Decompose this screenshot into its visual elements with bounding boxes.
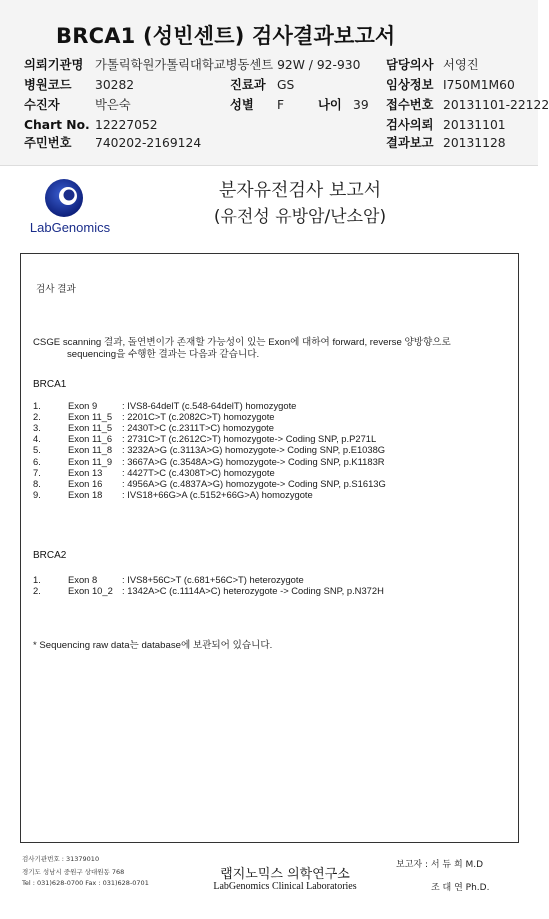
- doctor-label: 담당의사: [386, 58, 434, 72]
- age-label: 나이: [318, 98, 342, 112]
- info-row-chart: [0, 116, 538, 134]
- lab-name-english: LabGenomics Clinical Laboratories: [213, 881, 357, 892]
- department-label: 진료과: [230, 78, 266, 92]
- variant-number: 7.: [33, 466, 41, 478]
- variant-exon: Exon 11_6: [68, 433, 113, 445]
- variant-description: : IVS8+56C>T (c.681+56C>T) heterozygote: [122, 574, 304, 585]
- variant-exon: Exon 11_5: [68, 411, 113, 423]
- resident-no-value: 740202-2169124: [95, 136, 202, 150]
- reporter-signature: 보고자 : 서 듀 희 M.D: [396, 860, 484, 870]
- variant-description: : 2430T>C (c.2311T>C) homozygote: [122, 422, 274, 434]
- variant-description: : IVS18+66G>A (c.5152+66G>A) homozygote: [122, 488, 313, 500]
- variant-exon: Exon 11_8: [68, 444, 113, 456]
- variant-number: 1.: [33, 400, 41, 411]
- variant-description: : 3232A>G (c.3113A>G) homozygote-> Coding SNP, p.E1038G: [122, 444, 386, 456]
- lab-phone-fax: Tel : 031)628-0700 Fax : 031)628-0701: [22, 879, 149, 887]
- variant-description: : 4956A>G (c.4837A>G) homozygote-> Coding SNP, p.S1613G: [122, 477, 386, 489]
- report-title: 분자유전검사 보고서: [218, 180, 382, 201]
- variant-exon: Exon 11_5: [68, 422, 113, 434]
- brca1-label: BRCA1: [33, 379, 67, 390]
- labgenomics-emblem-icon: [22, 176, 118, 220]
- test-request-label: 검사의뢰: [386, 118, 434, 132]
- chart-no-value: 12227052: [95, 118, 158, 132]
- receipt-no-label: 접수번호: [386, 98, 434, 112]
- variant-number: 6.: [33, 455, 41, 467]
- doctor-value: 서영진: [443, 58, 479, 72]
- lab-address: 경기도 성남시 중원구 상대원동 768: [22, 868, 125, 876]
- variant-number: 9.: [33, 488, 41, 500]
- variant-description: : IVS8-64delT (c.548-64delT) homozygote: [122, 400, 297, 411]
- intro-line-2: sequencing을 수행한 결과는 다음과 같습니다.: [67, 349, 260, 360]
- variant-number: 5.: [33, 444, 41, 456]
- examinee-label: 수진자: [24, 98, 60, 112]
- labgenomics-logo: [22, 176, 118, 242]
- variant-description: : 1342A>C (c.1114A>C) heterozygote -> Coding SNP, p.N372H: [122, 585, 384, 597]
- variant-number: 2.: [33, 411, 41, 423]
- clinical-info-label: 임상정보: [386, 78, 434, 92]
- lab-name-korean: 랩지노믹스 의학연구소: [220, 867, 350, 882]
- clinical-info-value: I750M1M60: [443, 78, 515, 92]
- variant-description: : 3667A>G (c.3548A>G) homozygote-> Coding SNP, p.K1183R: [122, 455, 385, 467]
- hospital-code-label: 병원코드: [24, 78, 72, 92]
- department-value: GS: [277, 78, 295, 92]
- variant-number: 1.: [33, 574, 41, 585]
- result-report-value: 20131128: [443, 136, 506, 150]
- chart-no-label: Chart No.: [24, 118, 90, 132]
- variant-exon: Exon 11_9: [68, 455, 113, 467]
- info-row-hospital: [0, 76, 538, 94]
- requester-label: 의뢰기관명: [24, 58, 84, 72]
- variant-exon: Exon 10_2: [68, 585, 113, 597]
- page-title: BRCA1 (성빈센트) 검사결과보고서: [56, 24, 396, 48]
- variant-exon: Exon 8: [68, 574, 98, 585]
- brca2-variant-row: [21, 585, 518, 597]
- variant-exon: Exon 13: [68, 466, 103, 478]
- result-box: [20, 253, 519, 843]
- age-value: 39: [353, 98, 369, 112]
- variant-description: : 2731C>T (c.2612C>T) homozygote-> Coding SNP, p.P271L: [122, 433, 377, 445]
- report-header-panel: [0, 0, 549, 165]
- hospital-code-value: 30282: [95, 78, 135, 92]
- result-report-label: 결과보고: [386, 136, 434, 150]
- raw-data-note: * Sequencing raw data는 database에 보관되어 있습니다.: [33, 640, 273, 651]
- variant-description: : 2201C>T (c.2082C>T) homozygote: [122, 411, 275, 423]
- info-row-requester: [0, 56, 538, 74]
- logo-text: LabGenomics: [29, 220, 111, 235]
- variant-exon: Exon 9: [68, 400, 98, 411]
- requester-value: 가톨릭학원가톨릭대학교병동센트 92W / 92-930: [95, 58, 361, 72]
- info-row-examinee: [0, 96, 549, 114]
- approver-signature: 조 대 연 Ph.D.: [431, 883, 490, 893]
- variant-number: 4.: [33, 433, 41, 445]
- info-row-resident: [0, 134, 538, 152]
- variant-exon: Exon 18: [68, 488, 103, 500]
- variant-exon: Exon 16: [68, 477, 103, 489]
- report-document: [0, 165, 538, 919]
- brca2-label: BRCA2: [33, 550, 67, 561]
- variant-number: 8.: [33, 477, 41, 489]
- variant-number: 3.: [33, 422, 41, 434]
- test-request-value: 20131101: [443, 118, 506, 132]
- intro-line-1: CSGE scanning 결과, 돌연변이가 존재할 가능성이 있는 Exon에 대하여 forward, reverse 양방향으로: [33, 337, 451, 348]
- brca1-variant-row: [21, 489, 518, 501]
- resident-no-label: 주민번호: [24, 136, 72, 150]
- result-heading: 검사 결과: [36, 284, 76, 295]
- examinee-value: 박은숙: [95, 98, 131, 112]
- report-subtitle: (유전성 유방암/난소암): [213, 207, 387, 227]
- variant-number: 2.: [33, 585, 41, 597]
- sex-value: F: [277, 98, 285, 112]
- variant-description: : 4427T>C (c.4308T>C) homozygote: [122, 466, 275, 478]
- receipt-no-value: 20131101-22122: [443, 98, 549, 112]
- brca2-variant-row: [21, 574, 518, 586]
- institution-number: 검사기관번호 : 31379010: [22, 855, 100, 863]
- sex-label: 성별: [230, 98, 254, 112]
